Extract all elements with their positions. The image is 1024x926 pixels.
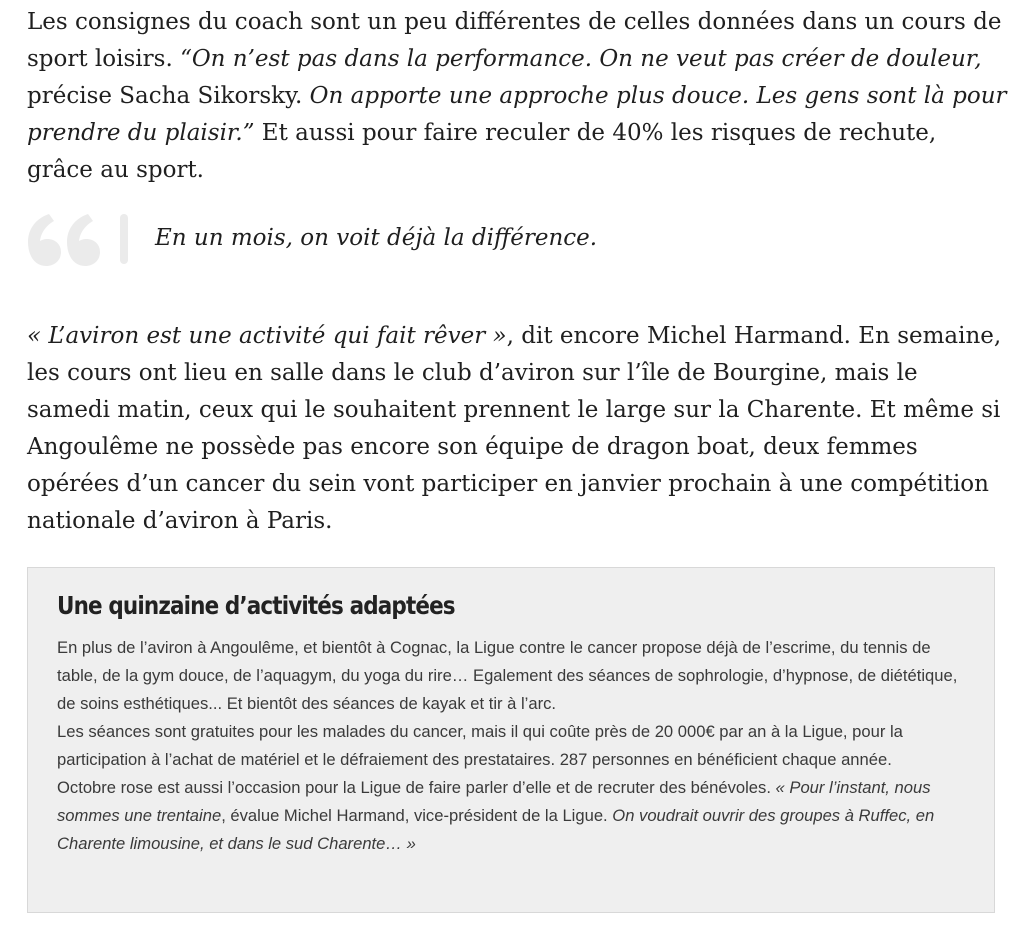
pull-quote xyxy=(27,212,1007,272)
info-box-paragraph xyxy=(57,774,966,858)
paragraph-text: Octobre rose est aussi l’occasion pour la Ligue de faire parler d’elle et de recruter des bénévoles. xyxy=(57,778,776,797)
info-box-title: Une quinzaine d’activités adaptées xyxy=(57,591,455,620)
paragraph-text: , dit encore Michel Harmand. En semaine, les cours ont lieu en salle dans le club d’aviron sur l’île de Bourgine, mais le samedi matin, ceux qui le souhaitent prennent le large sur la Charente. Et même si Angoulême ne possède pas encore son équipe de dragon boat, deux femmes opérées d’un cancer du sein vont participer en janvier prochain à une compétition nationale d’aviron à Paris. xyxy=(27,323,1002,534)
info-box-paragraph: Les séances sont gratuites pour les malades du cancer, mais il qui coûte près de 20 000€ par an à la Ligue, pour la participation à l’achat de matériel et le défraiement des prestataires. 287 personnes en bénéficient chaque année. xyxy=(57,722,903,769)
article-paragraph xyxy=(27,4,1007,189)
info-box xyxy=(27,567,995,913)
quote-mark-icon xyxy=(27,212,133,273)
quote-text: « Pour l’instant, nous sommes une trentaine xyxy=(57,778,931,825)
pull-quote-text: En un mois, on voit déjà la différence. xyxy=(155,225,598,251)
quote-text: On voudrait ouvrir des groupes à Ruffec, en Charente limousine, et dans le sud Charente… » xyxy=(57,806,935,853)
paragraph-text: Les consignes du coach sont un peu différentes de celles données dans un cours de sport loisirs. xyxy=(27,9,1002,72)
quote-text: « L’aviron est une activité qui fait rêver » xyxy=(27,323,507,349)
article-paragraph xyxy=(27,318,1007,540)
quote-text: “On n’est pas dans la performance. On ne veut pas créer de douleur, xyxy=(180,46,982,72)
paragraph-text: , évalue Michel Harmand, vice-président de la Ligue. xyxy=(221,806,613,825)
info-box-paragraph: En plus de l’aviron à Angoulême, et bientôt à Cognac, la Ligue contre le cancer propose déjà de l’escrime, du tennis de table, de la gym douce, de l’aquagym, du yoga du rire… Egalement des séances de sophrologie, d’hypnose, de diététique, de soins esthétiques... Et bientôt des séances de kayak et tir à l’arc. xyxy=(57,638,958,713)
paragraph-text: précise Sacha Sikorsky. xyxy=(27,83,310,109)
quote-text: On apporte une approche plus douce. Les gens sont là pour prendre du plaisir.” xyxy=(27,83,1007,146)
paragraph-text: Et aussi pour faire reculer de 40% les risques de rechute, grâce au sport. xyxy=(27,120,937,183)
